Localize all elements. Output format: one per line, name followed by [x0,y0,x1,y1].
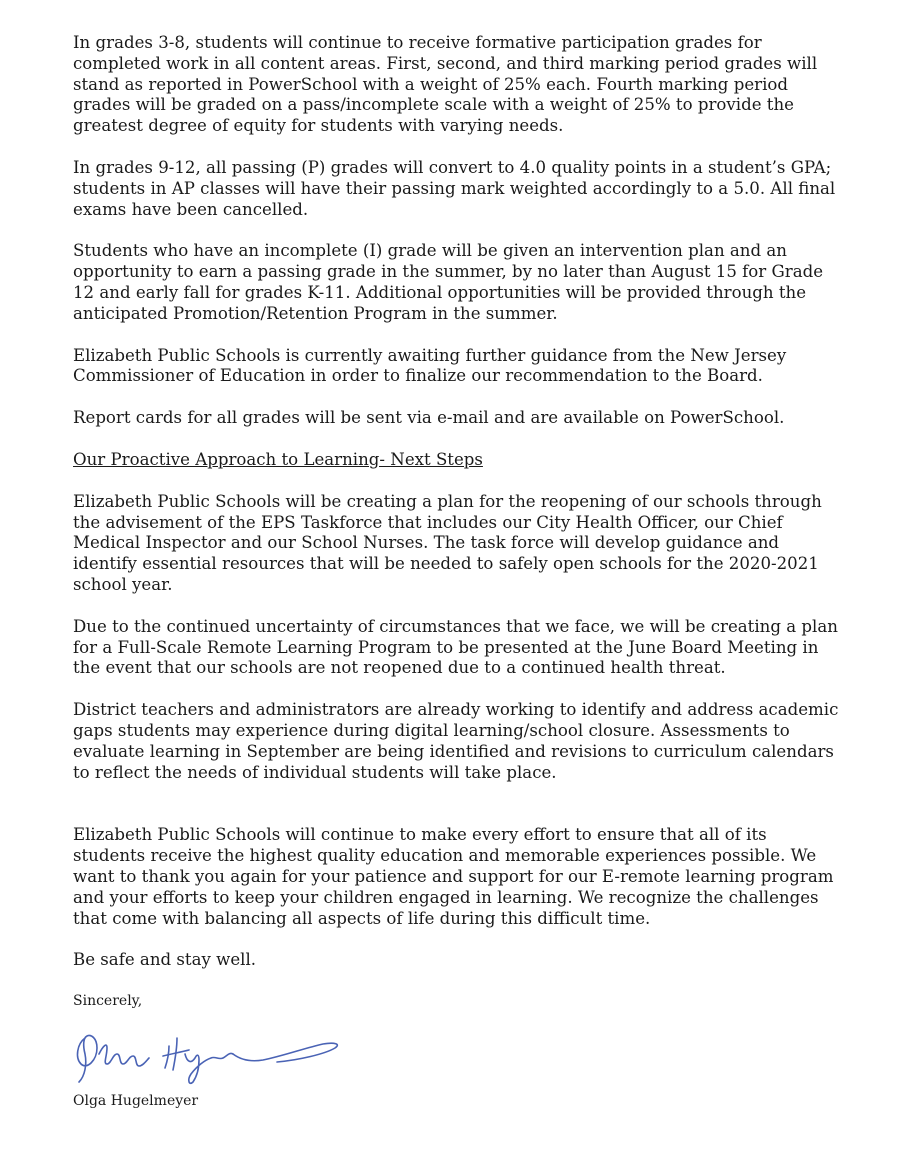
signer-name: Olga Hugelmeyer [73,1093,199,1110]
paragraph-academic-gaps: District teachers and administrators are already working to identify and address academic gaps students may experience during digital learning/school closure. Assessments to evaluate learning in September are being identified and revisions to curriculum calendars to reflect the needs of individual students will take place. [73,700,839,782]
paragraph-awaiting-guidance: Elizabeth Public Schools is currently awaiting further guidance from the New Jersey Commissioner of Education in order to finalize our recommendation to the Board. [73,345,787,386]
paragraph-thank-you: Elizabeth Public Schools will continue to make every effort to ensure that all of its students receive the highest quality education and memorable experiences possible. We want to thank you again for your patience and support for our E-remote learning program and your efforts to keep your children engaged in learning. We recognize the challenges that come with balancing all aspects of life during this difficult time. [73,825,834,928]
paragraph-report-cards: Report cards for all grades will be sent via e-mail and are available on PowerSchool. [73,408,785,428]
signature-image [73,1024,343,1086]
paragraph-reopening-plan: Elizabeth Public Schools will be creating a plan for the reopening of our schools through the advisement of the EPS Taskforce that includes our City Health Officer, our Chief Medical Inspector and our School Nurses. The task force will develop guidance and identify essential resources that will be needed to safely open schools for the 2020-2021 school year. [73,491,822,594]
section-heading: Our Proactive Approach to Learning- Next Steps [73,449,483,469]
paragraph-incomplete-grades: Students who have an incomplete (I) grade will be given an intervention plan and an opportunity to earn a passing grade in the summer, by no later than August 15 for Grade 12 and early fall for grades K-11. Additional opportunities will be provided through the anticipated Promotion/Retention Program in the summer. [73,241,824,323]
letter-body [73,33,843,1110]
paragraph-grades-3-8: In grades 3-8, students will continue to receive formative participation grades for completed work in all content areas. First, second, and third marking period grades will stand as reported in PowerSchool with a weight of 25% each. Fourth marking period grades will be graded on a pass/incomplete scale with a weight of 25% to provide the greatest degree of equity for students with varying needs. [73,33,818,136]
closing-salutation: Sincerely, [73,993,143,1010]
paragraph-remote-learning: Due to the continued uncertainty of circumstances that we face, we will be creating a plan for a Full-Scale Remote Learning Program to be presented at the June Board Meeting in the event that our schools are not reopened due to a continued health threat. [73,616,838,678]
paragraph-be-safe: Be safe and stay well. [73,950,257,970]
paragraph-grades-9-12: In grades 9-12, all passing (P) grades will convert to 4.0 quality points in a student’s GPA; students in AP classes will have their passing mark weighted accordingly to a 5.0. All final exams have been cancelled. [73,157,836,219]
